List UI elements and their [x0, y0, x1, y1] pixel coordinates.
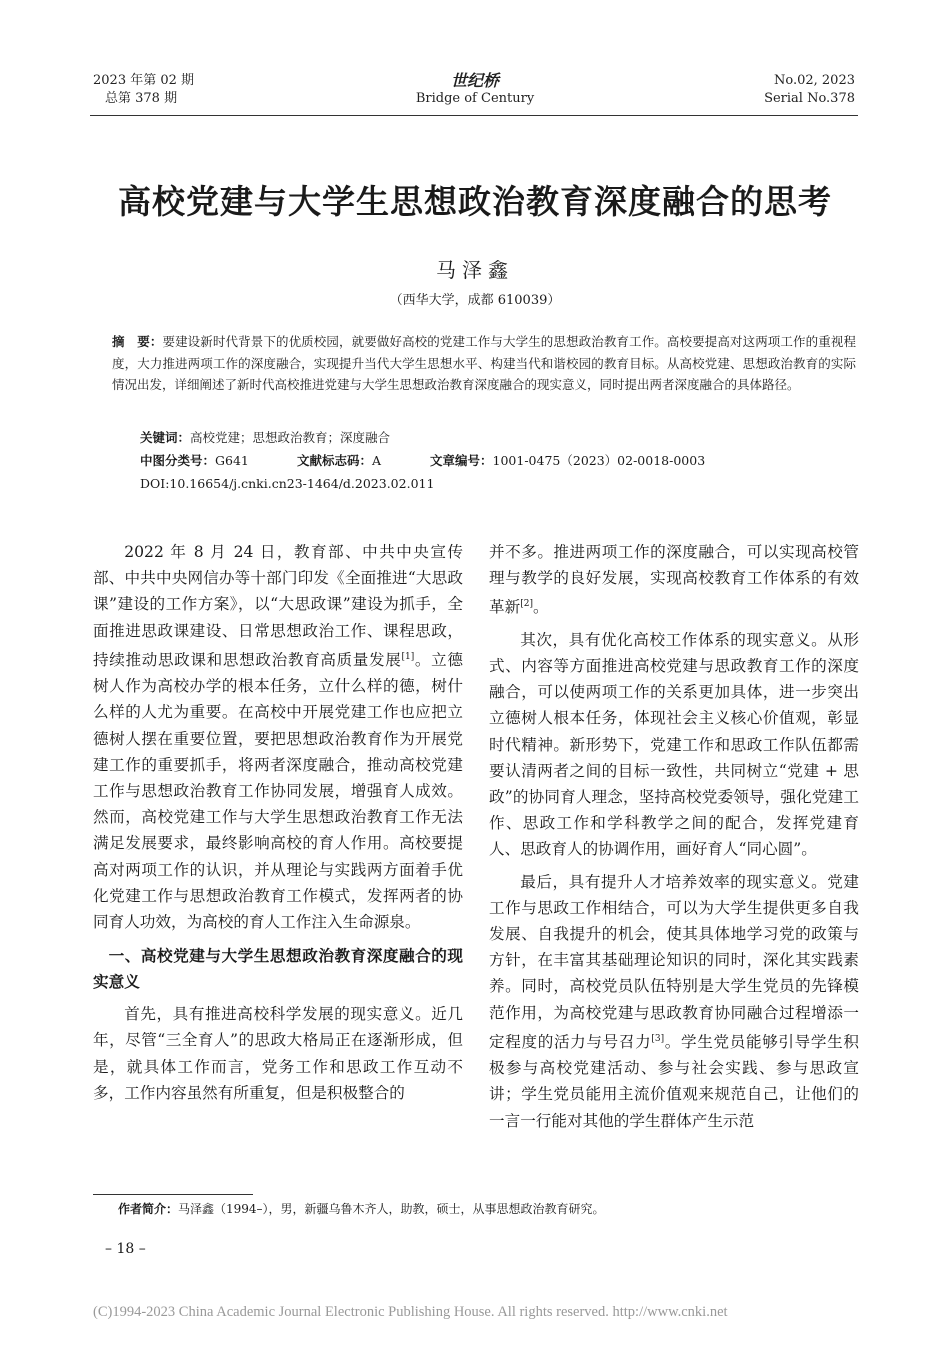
- keywords-label: 关键词：: [140, 430, 191, 445]
- author-affiliation: （西华大学，成都 610039）: [389, 293, 561, 308]
- citation-ref[interactable]: [2]: [520, 599, 533, 610]
- paragraph: 其次，具有优化高校工作体系的现实意义。从形式、内容等方面推进高校党建与思政教育工作的深度融合，可以使两项工作的关系更加具体，进一步突出立德树人根本任务，体现社会主义核心价值观，彰显时代精神。新形势下，党建工作和思政工作队伍都需要认清两者之间的目标一致性，共同树立“党建 + 思政”的协同育人理念，坚持高校党委领导，强化党建工作、思政工作和学科教学之间的配合，发挥党建育人、思政育人的协调作用，画好育人“同心圆”。: [489, 630, 859, 859]
- article-number-label: 文章编号：: [430, 453, 493, 468]
- body-column-left: [93, 539, 463, 1106]
- journal-logo: 世纪桥: [450, 71, 499, 90]
- issue-number-en: No.02, 2023: [774, 73, 855, 88]
- footnote-divider: [93, 1194, 253, 1195]
- paragraph-text: 并不多。推进两项工作的深度融合，可以实现高校管理与教学的良好发展，实现高校教育工作体系的有效革新: [489, 543, 859, 617]
- abstract-label: 摘 要：: [112, 334, 163, 349]
- article-title: 高校党建与大学生思想政治教育深度融合的思考: [118, 182, 832, 221]
- document-code: [297, 451, 381, 471]
- abstract-text: 要建设新时代背景下的优质校园，就要做好高校的党建工作与大学生的思想政治教育工作。高校要提高对这两项工作的重视程度，大力推进两项工作的深度融合，实现提升当代大学生思想水平、构建当代和谐校园的教育目标。从高校党建、思想政治教育的实际情况出发，详细阐述了新时代高校推进党建与大学生思想政治教育深度融合的现实意义，同时提出两者深度融合的具体路径。: [112, 334, 856, 392]
- classification-label: 中图分类号：: [140, 453, 216, 468]
- paragraph-continued: [489, 539, 859, 621]
- footnote-label: 作者简介：: [118, 1202, 179, 1216]
- paragraph-text: 2022 年 8 月 24 日，教育部、中共中央宣传部、中共中央网信办等十部门印发《全面推进“大思政课”建设的工作方案》，以“大思政课”建设为抓手，全面推进思政课建设、日常思想政治工作、课程思政，持续推动思政课和思想政治教育高质量发展: [93, 543, 463, 669]
- keywords: [140, 428, 390, 448]
- section-heading: 一、高校党建与大学生思想政治教育深度融合的现实意义: [93, 947, 463, 992]
- classification-value: G641: [215, 453, 249, 468]
- paragraph: 首先，具有推进高校科学发展的现实意义。近几年，尽管“三全育人”的思政大格局正在逐渐形成，但是，就具体工作而言，党务工作和思政工作互动不多，工作内容虽然有所重复，但是积极整合的: [93, 1005, 463, 1102]
- paragraph-intro: [93, 539, 463, 935]
- paragraph-text: 。: [532, 598, 549, 617]
- copyright-watermark: (C)1994-2023 China Academic Journal Electronic Publishing House. All rights reserved. http://www.cnki.net: [93, 1304, 728, 1320]
- header-divider: [90, 115, 858, 116]
- doc-code-value: A: [372, 453, 382, 468]
- serial-number-en: Serial No.378: [764, 91, 855, 106]
- doi: DOI:10.16654/j.cnki.cn23-1464/d.2023.02.011: [140, 476, 435, 491]
- paragraph-text: 。立德树人作为高校办学的根本任务，立什么样的德，树什么样的人尤为重要。在高校中开展党建工作也应把立德树人摆在重要位置，要把思想政治教育作为开展党建工作的重要抓手，将两者深度融合，推动高校党建工作与思想政治教育工作协同发展，增强育人成效。然而，高校党建工作与大学生思想政治教育工作无法满足发展要求，最终影响高校的育人作用。高校要提高对两项工作的认识，并从理论与实践两方面着手优化党建工作与思想政治教育工作模式，发挥两者的协同育人功效，为高校的育人工作注入生命源泉。: [93, 651, 463, 932]
- body-column-right: [489, 539, 859, 1134]
- classification-code: [140, 451, 249, 471]
- article-number-value: 1001-0475（2023）02-0018-0003: [492, 453, 706, 468]
- paragraph-text: 最后，具有提升人才培养效率的现实意义。党建工作与思政工作相结合，可以为大学生提供更多自我发展、自我提升的机会，使其具体地学习党的政策与方针，在丰富其基础理论知识的同时，深化其实践素养。同时，高校党员队伍特别是大学生党员的先锋模范作用，为高校党建与思政教育协同融合过程增添一定程度的活力与号召力: [489, 872, 859, 1052]
- citation-ref[interactable]: [3]: [651, 1033, 665, 1044]
- header-right: [764, 72, 855, 108]
- citation-ref[interactable]: [1]: [401, 651, 415, 662]
- keywords-text: 高校党建；思想政治教育；深度融合: [190, 430, 391, 445]
- author-bio-footnote: [118, 1200, 605, 1218]
- paragraph: [489, 869, 859, 1134]
- journal-english-name: Bridge of Century: [415, 91, 535, 106]
- serial-line: 总第 378 期: [105, 91, 178, 106]
- abstract: [112, 331, 856, 396]
- doc-code-label: 文献标志码：: [297, 453, 373, 468]
- page-number: – 18 –: [105, 1241, 146, 1257]
- issue-line: 2023 年第 02 期: [93, 73, 195, 88]
- footnote-text: 马泽鑫（1994–），男，新疆乌鲁木齐人，助教，硕士，从事思想政治教育研究。: [178, 1202, 605, 1216]
- paragraph-text: 。学生党员能够引导学生积极参与高校党建活动、参与社会实践、参与思政宣讲；学生党员能用主流价值观来规范自己，让他们的一言一行能对其他的学生群体产生示范: [489, 1033, 859, 1130]
- author-name: 马泽鑫: [436, 258, 514, 282]
- article-number: [430, 451, 705, 471]
